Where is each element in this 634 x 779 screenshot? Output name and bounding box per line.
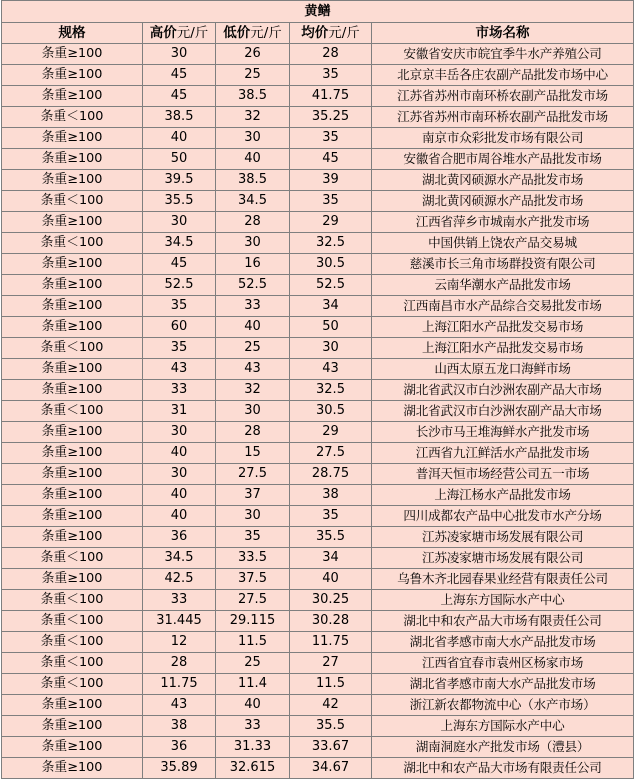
cell-market-name: 安徽省合肥市周谷堆水产品批发市场: [372, 149, 634, 170]
cell-low-price: 34.5: [216, 191, 290, 212]
cell-low-price: 40: [216, 695, 290, 716]
cell-low-price: 35: [216, 527, 290, 548]
cell-spec: 条重≥100: [2, 443, 143, 464]
cell-avg-price: 35: [290, 506, 372, 527]
table-row: [2, 569, 634, 590]
cell-spec: 条重＜100: [2, 338, 143, 359]
cell-high-price: 34.5: [143, 548, 216, 569]
table-row: [2, 527, 634, 548]
cell-spec: 条重≥100: [2, 212, 143, 233]
cell-high-price: 38.5: [143, 107, 216, 128]
cell-low-price: 43: [216, 359, 290, 380]
cell-spec: 条重＜100: [2, 653, 143, 674]
cell-spec: 条重≥100: [2, 275, 143, 296]
cell-low-price: 38.5: [216, 86, 290, 107]
table-row: [2, 275, 634, 296]
cell-high-price: 52.5: [143, 275, 216, 296]
cell-low-price: 32: [216, 107, 290, 128]
cell-market-name: 长沙市马王堆海鲜水产批发市场: [372, 422, 634, 443]
cell-avg-price: 29: [290, 212, 372, 233]
cell-high-price: 50: [143, 149, 216, 170]
table-row: [2, 611, 634, 632]
table-row: [2, 506, 634, 527]
table-row: [2, 317, 634, 338]
table-row: [2, 359, 634, 380]
cell-high-price: 39.5: [143, 170, 216, 191]
cell-low-price: 33: [216, 716, 290, 737]
header-market: 市场名称: [372, 23, 634, 44]
cell-high-price: 40: [143, 485, 216, 506]
cell-high-price: 36: [143, 527, 216, 548]
cell-market-name: 上海东方国际水产中心: [372, 590, 634, 611]
cell-market-name: 安徽省安庆市皖宜季牛水产养殖公司: [372, 44, 634, 65]
cell-low-price: 27.5: [216, 464, 290, 485]
cell-avg-price: 35.5: [290, 527, 372, 548]
table-row: [2, 695, 634, 716]
cell-market-name: 湖北省孝感市南大水产品批发市场: [372, 632, 634, 653]
cell-avg-price: 35: [290, 65, 372, 86]
cell-high-price: 45: [143, 65, 216, 86]
price-table: [1, 0, 634, 779]
table-row: [2, 422, 634, 443]
cell-low-price: 38.5: [216, 170, 290, 191]
cell-low-price: 40: [216, 317, 290, 338]
cell-spec: 条重≥100: [2, 464, 143, 485]
cell-low-price: 15: [216, 443, 290, 464]
cell-high-price: 35: [143, 296, 216, 317]
cell-low-price: 33: [216, 296, 290, 317]
table-row: [2, 548, 634, 569]
cell-market-name: 慈溪市长三角市场群投资有限公司: [372, 254, 634, 275]
cell-spec: 条重＜100: [2, 548, 143, 569]
cell-spec: 条重≥100: [2, 527, 143, 548]
cell-low-price: 30: [216, 506, 290, 527]
cell-spec: 条重≥100: [2, 254, 143, 275]
header-avg-label: 均价: [301, 25, 329, 41]
cell-market-name: 上海江阳水产品批发交易市场: [372, 338, 634, 359]
cell-high-price: 38: [143, 716, 216, 737]
cell-avg-price: 27: [290, 653, 372, 674]
cell-avg-price: 41.75: [290, 86, 372, 107]
cell-spec: 条重≥100: [2, 485, 143, 506]
cell-high-price: 30: [143, 464, 216, 485]
title-row: [2, 1, 634, 23]
cell-spec: 条重≥100: [2, 86, 143, 107]
cell-low-price: 29.115: [216, 611, 290, 632]
cell-high-price: 40: [143, 128, 216, 149]
header-row: [2, 23, 634, 44]
cell-avg-price: 43: [290, 359, 372, 380]
cell-avg-price: 30.5: [290, 401, 372, 422]
cell-avg-price: 30: [290, 338, 372, 359]
cell-low-price: 16: [216, 254, 290, 275]
cell-avg-price: 34: [290, 296, 372, 317]
header-low-label: 低价: [223, 25, 251, 41]
cell-avg-price: 11.75: [290, 632, 372, 653]
table-row: [2, 674, 634, 695]
cell-high-price: 43: [143, 359, 216, 380]
cell-spec: 条重≥100: [2, 317, 143, 338]
cell-avg-price: 50: [290, 317, 372, 338]
cell-spec: 条重＜100: [2, 590, 143, 611]
cell-low-price: 28: [216, 422, 290, 443]
cell-market-name: 上海东方国际水产中心: [372, 716, 634, 737]
cell-low-price: 30: [216, 401, 290, 422]
cell-market-name: 湖北省孝感市南大水产品批发市场: [372, 674, 634, 695]
table-row: [2, 758, 634, 779]
cell-market-name: 浙江新农都物流中心（水产市场）: [372, 695, 634, 716]
header-spec: 规格: [2, 23, 143, 44]
cell-avg-price: 32.5: [290, 233, 372, 254]
cell-avg-price: 45: [290, 149, 372, 170]
cell-high-price: 42.5: [143, 569, 216, 590]
cell-avg-price: 32.5: [290, 380, 372, 401]
table-row: [2, 590, 634, 611]
cell-spec: 条重≥100: [2, 65, 143, 86]
cell-market-name: 湖北中和农产品大市场有限责任公司: [372, 758, 634, 779]
table-row: [2, 653, 634, 674]
cell-spec: 条重≥100: [2, 296, 143, 317]
cell-high-price: 45: [143, 254, 216, 275]
cell-low-price: 11.4: [216, 674, 290, 695]
cell-high-price: 31: [143, 401, 216, 422]
cell-high-price: 11.75: [143, 674, 216, 695]
cell-market-name: 山西太原五龙口海鲜市场: [372, 359, 634, 380]
cell-spec: 条重＜100: [2, 107, 143, 128]
cell-high-price: 35.89: [143, 758, 216, 779]
table-row: [2, 401, 634, 422]
cell-high-price: 31.445: [143, 611, 216, 632]
cell-avg-price: 35: [290, 191, 372, 212]
cell-low-price: 30: [216, 233, 290, 254]
cell-high-price: 30: [143, 422, 216, 443]
cell-market-name: 湖南洞庭水产批发市场（澧县）: [372, 737, 634, 758]
cell-low-price: 25: [216, 65, 290, 86]
cell-low-price: 32.615: [216, 758, 290, 779]
table-row: [2, 128, 634, 149]
cell-market-name: 湖北中和农产品大市场有限责任公司: [372, 611, 634, 632]
cell-spec: 条重≥100: [2, 128, 143, 149]
table-row: [2, 485, 634, 506]
cell-spec: 条重≥100: [2, 569, 143, 590]
cell-spec: 条重＜100: [2, 632, 143, 653]
cell-avg-price: 35.25: [290, 107, 372, 128]
cell-market-name: 江苏省苏州市南环桥农副产品批发市场: [372, 107, 634, 128]
cell-avg-price: 34.67: [290, 758, 372, 779]
table-row: [2, 296, 634, 317]
cell-market-name: 乌鲁木齐北园春果业经营有限责任公司: [372, 569, 634, 590]
cell-spec: 条重≥100: [2, 170, 143, 191]
cell-market-name: 江西省宜春市袁州区杨家市场: [372, 653, 634, 674]
table-row: [2, 254, 634, 275]
cell-low-price: 37.5: [216, 569, 290, 590]
cell-spec: 条重＜100: [2, 191, 143, 212]
cell-market-name: 上海江杨水产品批发市场: [372, 485, 634, 506]
cell-market-name: 中国供销上饶农产品交易城: [372, 233, 634, 254]
cell-avg-price: 30.25: [290, 590, 372, 611]
table-row: [2, 65, 634, 86]
cell-market-name: 湖北黄冈硕源水产品批发市场: [372, 191, 634, 212]
header-low-unit: 元/斤: [250, 25, 282, 41]
cell-spec: 条重≥100: [2, 44, 143, 65]
cell-high-price: 12: [143, 632, 216, 653]
cell-spec: 条重≥100: [2, 716, 143, 737]
cell-high-price: 45: [143, 86, 216, 107]
cell-spec: 条重≥100: [2, 422, 143, 443]
cell-low-price: 11.5: [216, 632, 290, 653]
table-row: [2, 632, 634, 653]
cell-low-price: 31.33: [216, 737, 290, 758]
cell-avg-price: 42: [290, 695, 372, 716]
cell-low-price: 32: [216, 380, 290, 401]
cell-low-price: 37: [216, 485, 290, 506]
cell-market-name: 普洱天恒市场经营公司五一市场: [372, 464, 634, 485]
cell-avg-price: 30.28: [290, 611, 372, 632]
cell-market-name: 湖北黄冈硕源水产品批发市场: [372, 170, 634, 191]
table-row: [2, 107, 634, 128]
cell-avg-price: 35: [290, 128, 372, 149]
cell-market-name: 上海江阳水产品批发交易市场: [372, 317, 634, 338]
table-row: [2, 737, 634, 758]
cell-low-price: 30: [216, 128, 290, 149]
cell-avg-price: 27.5: [290, 443, 372, 464]
cell-avg-price: 29: [290, 422, 372, 443]
cell-high-price: 35.5: [143, 191, 216, 212]
header-avg: [290, 23, 372, 44]
cell-avg-price: 52.5: [290, 275, 372, 296]
cell-low-price: 33.5: [216, 548, 290, 569]
cell-high-price: 40: [143, 443, 216, 464]
cell-market-name: 湖北省武汉市白沙洲农副产品大市场: [372, 401, 634, 422]
cell-spec: 条重＜100: [2, 674, 143, 695]
cell-market-name: 江苏省苏州市南环桥农副产品批发市场: [372, 86, 634, 107]
cell-spec: 条重≥100: [2, 359, 143, 380]
cell-low-price: 25: [216, 653, 290, 674]
cell-market-name: 江苏凌家塘市场发展有限公司: [372, 527, 634, 548]
table-row: [2, 191, 634, 212]
cell-high-price: 40: [143, 506, 216, 527]
cell-high-price: 33: [143, 380, 216, 401]
cell-low-price: 52.5: [216, 275, 290, 296]
header-low: [216, 23, 290, 44]
cell-market-name: 北京京丰岳各庄农副产品批发市场中心: [372, 65, 634, 86]
cell-spec: 条重＜100: [2, 611, 143, 632]
cell-high-price: 30: [143, 44, 216, 65]
cell-high-price: 60: [143, 317, 216, 338]
cell-avg-price: 28: [290, 44, 372, 65]
header-high-unit: 元/斤: [176, 25, 209, 41]
cell-avg-price: 35.5: [290, 716, 372, 737]
cell-low-price: 28: [216, 212, 290, 233]
header-avg-unit: 元/斤: [328, 25, 360, 41]
cell-avg-price: 40: [290, 569, 372, 590]
cell-spec: 条重≥100: [2, 506, 143, 527]
cell-spec: 条重≥100: [2, 737, 143, 758]
cell-low-price: 27.5: [216, 590, 290, 611]
table-title: 黄鳝: [2, 1, 634, 23]
cell-spec: 条重＜100: [2, 401, 143, 422]
table-row: [2, 212, 634, 233]
cell-spec: 条重≥100: [2, 695, 143, 716]
cell-spec: 条重≥100: [2, 758, 143, 779]
table-row: [2, 86, 634, 107]
cell-low-price: 26: [216, 44, 290, 65]
table-row: [2, 233, 634, 254]
cell-spec: 条重＜100: [2, 233, 143, 254]
cell-avg-price: 33.67: [290, 737, 372, 758]
cell-market-name: 湖北省武汉市白沙洲农副产品大市场: [372, 380, 634, 401]
cell-avg-price: 11.5: [290, 674, 372, 695]
cell-market-name: 江西南昌市水产品综合交易批发市场: [372, 296, 634, 317]
cell-spec: 条重≥100: [2, 380, 143, 401]
cell-market-name: 江西省九江鲜活水产品批发市场: [372, 443, 634, 464]
table-row: [2, 464, 634, 485]
cell-low-price: 25: [216, 338, 290, 359]
cell-market-name: 江苏凌家塘市场发展有限公司: [372, 548, 634, 569]
cell-low-price: 40: [216, 149, 290, 170]
table-row: [2, 443, 634, 464]
cell-avg-price: 39: [290, 170, 372, 191]
cell-high-price: 30: [143, 212, 216, 233]
cell-market-name: 南京市众彩批发市场有限公司: [372, 128, 634, 149]
cell-high-price: 33: [143, 590, 216, 611]
cell-avg-price: 30.5: [290, 254, 372, 275]
header-high: [143, 23, 216, 44]
table-row: [2, 716, 634, 737]
cell-market-name: 江西省萍乡市城南水产批发市场: [372, 212, 634, 233]
table-row: [2, 44, 634, 65]
cell-market-name: 云南华潮水产品批发市场: [372, 275, 634, 296]
header-high-label: 高价: [149, 25, 177, 41]
cell-spec: 条重≥100: [2, 149, 143, 170]
table-row: [2, 170, 634, 191]
cell-high-price: 28: [143, 653, 216, 674]
cell-high-price: 34.5: [143, 233, 216, 254]
table-row: [2, 149, 634, 170]
cell-high-price: 36: [143, 737, 216, 758]
cell-avg-price: 28.75: [290, 464, 372, 485]
table-row: [2, 338, 634, 359]
table-row: [2, 380, 634, 401]
cell-avg-price: 38: [290, 485, 372, 506]
cell-avg-price: 34: [290, 548, 372, 569]
cell-high-price: 43: [143, 695, 216, 716]
cell-market-name: 四川成都农产品中心批发市水产分场: [372, 506, 634, 527]
cell-high-price: 35: [143, 338, 216, 359]
